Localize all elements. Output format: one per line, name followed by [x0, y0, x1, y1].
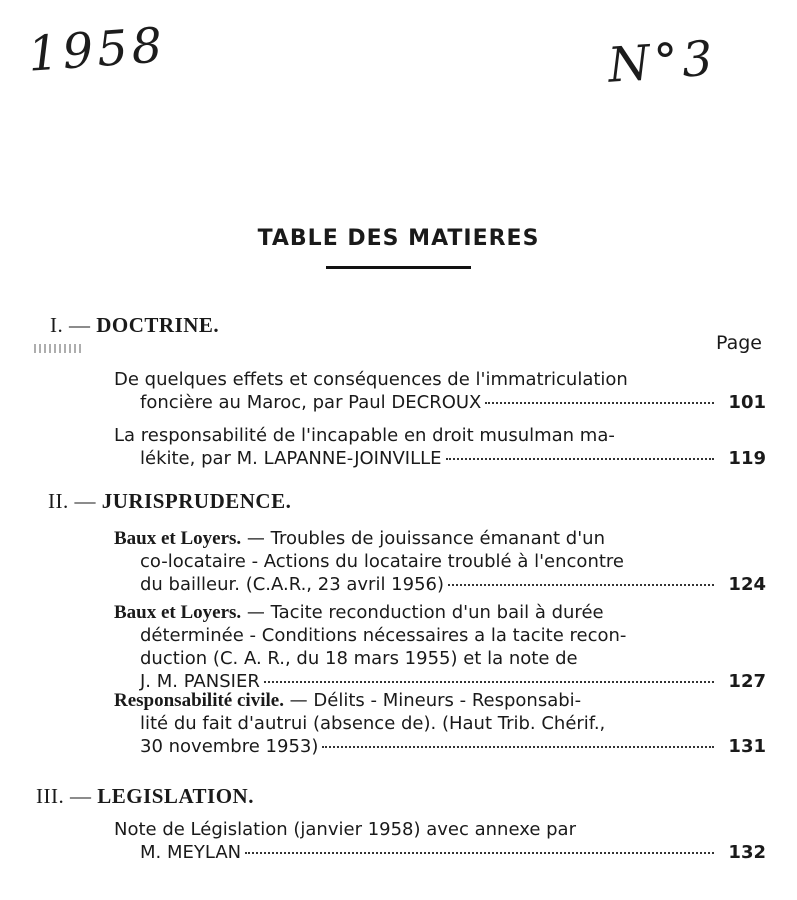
toc-entry — [114, 527, 766, 596]
entry-rubric: Responsabilité civile. — [114, 690, 284, 711]
dot-leader — [322, 746, 714, 748]
entry-line: lité du fait d'autrui (absence de). (Haut Trib. Chérif., — [140, 713, 606, 734]
entry-line: lékite, par M. LAPANNE-JOINVILLE — [140, 448, 442, 469]
entry-line: Note de Législation (janvier 1958) avec annexe par — [114, 819, 576, 840]
entry-rubric: Baux et Loyers. — [114, 602, 242, 623]
entry-last-line — [114, 447, 766, 470]
dot-leader — [446, 458, 715, 460]
page-title: TABLE DES MATIERES — [257, 226, 540, 251]
section-heading-legislation: III. — LEGISLATION. — [36, 784, 254, 808]
section-heading-jurisprudence: II. — JURISPRUDENCE. — [48, 489, 292, 513]
entry-line: foncière au Maroc, par Paul DECROUX — [140, 392, 482, 413]
page-number: 131 — [728, 736, 766, 757]
entry-last-line — [114, 573, 766, 596]
dot-leader — [485, 402, 714, 404]
entry-last-line — [114, 735, 766, 758]
toc-entry — [114, 818, 766, 864]
page-number: 119 — [728, 448, 766, 469]
toc-entry — [114, 424, 766, 470]
page-number: 127 — [728, 671, 766, 692]
entry-line: duction (C. A. R., du 18 mars 1955) et la note de — [140, 648, 578, 669]
entry-line: — Tacite reconduction d'un bail à durée — [241, 602, 604, 623]
entry-line: De quelques effets et conséquences de l'immatriculation — [114, 369, 628, 390]
entry-line: déterminée - Conditions nécessaires a la tacite recon- — [140, 625, 627, 646]
entry-line: — Troubles de jouissance émanant d'un — [241, 528, 605, 549]
dot-leader — [245, 852, 714, 854]
section-heading-doctrine: I. — DOCTRINE. — [50, 313, 220, 337]
dot-leader — [264, 681, 714, 683]
page-column-header: Page — [716, 332, 762, 354]
entry-last-line — [114, 391, 766, 414]
toc-entry — [114, 368, 766, 414]
entry-line: J. M. PANSIER — [140, 671, 260, 692]
title-underline — [326, 266, 471, 269]
entry-line: — Délits - Mineurs - Responsabi- — [283, 690, 582, 711]
entry-line: La responsabilité de l'incapable en droit musulman ma- — [114, 425, 615, 446]
entry-line: du bailleur. (C.A.R., 23 avril 1956) — [140, 574, 445, 595]
entry-line: M. MEYLAN — [140, 842, 242, 863]
entry-last-line — [114, 841, 766, 864]
dot-leader — [448, 584, 714, 586]
page-number: 101 — [728, 392, 766, 413]
handwritten-year: 1958 — [26, 17, 168, 83]
toc-entry — [114, 689, 766, 758]
scan-speck — [34, 344, 82, 353]
entry-rubric: Baux et Loyers. — [114, 528, 242, 549]
handwritten-issue-number: N°3 — [606, 30, 719, 94]
entry-line: 30 novembre 1953) — [140, 736, 319, 757]
page-number: 124 — [728, 574, 766, 595]
toc-entry — [114, 601, 766, 693]
entry-line: co-locataire - Actions du locataire troublé à l'encontre — [140, 551, 624, 572]
page-number: 132 — [728, 842, 766, 863]
